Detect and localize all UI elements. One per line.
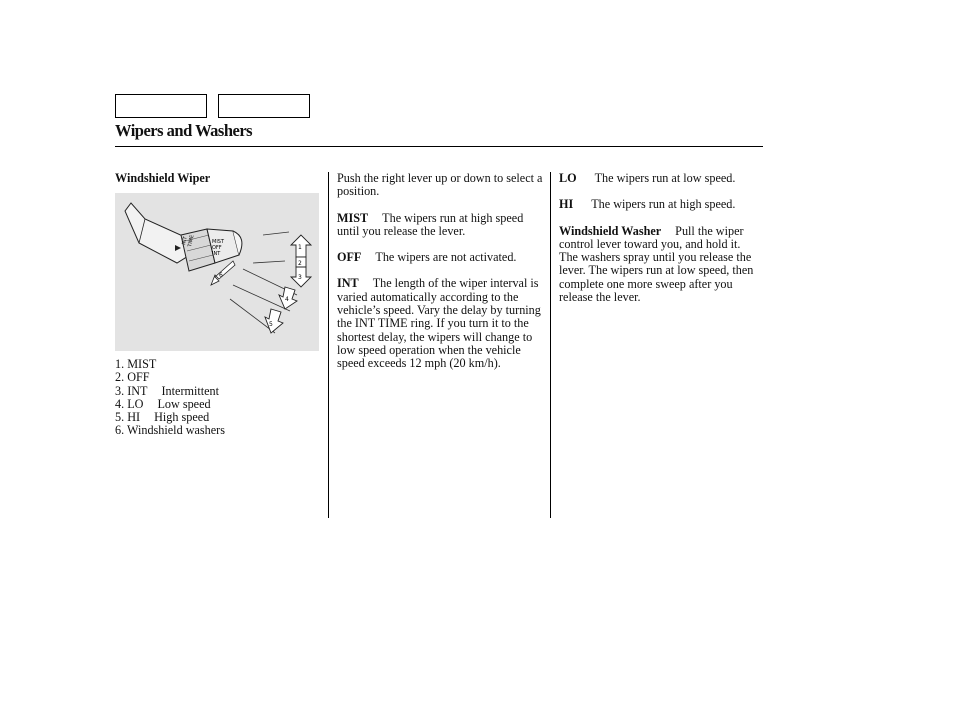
section-heading-windshield-wiper: Windshield Wiper <box>115 171 211 185</box>
switch-text-int: INT <box>212 251 221 257</box>
column-divider-1 <box>328 172 329 518</box>
hi-paragraph: HI The wipers run at high speed. <box>559 197 736 212</box>
legend-item: 1. MIST <box>115 357 157 371</box>
off-paragraph: OFF The wipers are not activated. <box>337 250 517 265</box>
column-speeds-washer <box>559 172 759 317</box>
switch-text-off: OFF <box>212 245 222 251</box>
legend-item: 5. HI High speed <box>115 410 210 425</box>
legend-item: 4. LO Low speed <box>115 396 211 411</box>
mist-paragraph: MIST The wipers run at high speed until you release the lever. <box>337 210 524 238</box>
column-divider-2 <box>550 172 551 518</box>
switch-text-mist: MIST <box>212 239 225 245</box>
ring-text-time: TIME <box>187 234 196 248</box>
intro-paragraph: Push the right lever up or down to select a position. <box>337 171 543 199</box>
int-paragraph: INT The length of the wiper interval is varied automatically according to the vehicle’s speed. Vary the delay by turning the INT TIME ring. If you turn it to the shortest delay, the wipers will change to low speed operation when the vehicle speed exceeds 12 mph (20 km/h). <box>337 276 541 371</box>
callout-6: 6 <box>219 272 223 279</box>
page-title: Wipers and Washers <box>115 121 253 140</box>
column-windshield-wiper <box>115 172 320 185</box>
ring-text-int: INT <box>181 236 189 246</box>
callout-4: 4 <box>285 296 289 303</box>
washer-paragraph: Windshield Washer Pull the wiper control lever toward you, and hold it. The washers spray until you release the lever. The wipers run at low speed, then complete one more sweep after you release the lever. <box>559 223 754 305</box>
callout-5: 5 <box>269 321 273 328</box>
title-divider <box>115 146 763 147</box>
callout-3: 3 <box>298 274 302 281</box>
figure-legend <box>115 358 239 438</box>
legend-item: 2. OFF <box>115 370 150 385</box>
legend-item: 3. INT Intermittent <box>115 383 220 398</box>
nav-button-table-of-contents[interactable] <box>218 94 310 118</box>
nav-button-main-menu[interactable] <box>115 94 207 118</box>
callout-2: 2 <box>298 260 302 267</box>
wiper-lever-illustration <box>115 193 319 351</box>
legend-item: 6. Windshield washers <box>115 423 225 438</box>
callout-1: 1 <box>298 244 302 251</box>
lo-paragraph: LO The wipers run at low speed. <box>559 171 736 185</box>
column-lever-positions <box>337 172 545 384</box>
